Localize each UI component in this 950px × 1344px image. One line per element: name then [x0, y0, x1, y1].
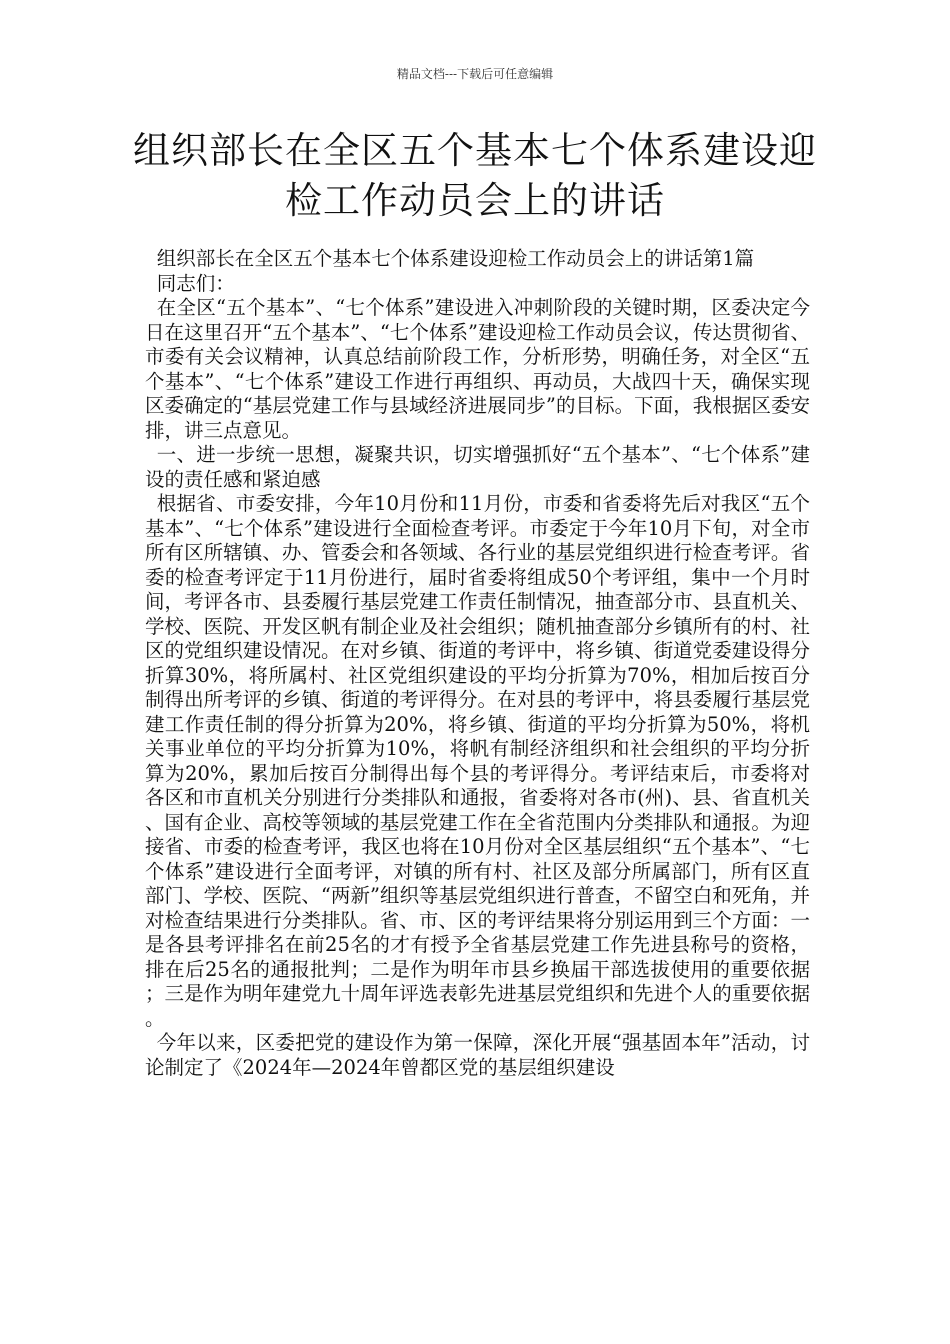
body-paragraph: 今年以来，区委把党的建设作为第一保障，深化开展“强基固本年”活动，讨论制定了《2024年—2024年曾都区党的基层组织建设	[145, 1031, 810, 1079]
salutation-paragraph: 同志们：	[156, 271, 235, 295]
section-heading-1: 一、进一步统一思想，凝聚共识，切实增强抓好“五个基本”、“七个体系”建设的责任感和紧迫感	[145, 443, 810, 491]
document-title	[120, 126, 830, 226]
intro-paragraph: 在全区“五个基本”、“七个体系”建设进入冲刺阶段的关键时期，区委决定今日在这里召开“五个基本”、“七个体系”建设迎检工作动员会议，传达贯彻省、市委有关会议精神，认真总结前阶段工作，分析形势，明确任务，对全区“五个基本”、“七个体系”建设工作进行再组织、再动员，大战四十天，确保实现区委确定的“基层党建工作与县域经济进展同步”的目标。下面，我根据区委安排，讲三点意见。	[145, 296, 810, 442]
document-body	[145, 247, 810, 1080]
subtitle-paragraph: 组织部长在全区五个基本七个体系建设迎检工作动员会上的讲话第1篇	[156, 247, 755, 270]
body-paragraph: 根据省、市委安排，今年10月份和11月份，市委和省委将先后对我区“五个基本”、“七个体系”建设进行全面检查考评。市委定于今年10月下旬，对全市所有区所辖镇、办、管委会和各领域、各行业的基层党组织进行检查考评。省委的检查考评定于11月份进行，届时省委将组成50个考评组，集中一个月时间，考评各市、县委履行基层党建工作责任制情况，抽查部分市、县直机关、学校、医院、开发区帆有制企业及社会组织；随机抽查部分乡镇所有的村、社区的党组织建设情况。在对乡镇、街道的考评中，将乡镇、街道党委建设得分折算30%，将所属村、社区党组织建设的平均分折算为70%，相加后按百分制得出所考评的乡镇、街道的考评得分。在对县的考评中，将县委履行基层党建工作责任制的得分折算为20%，将乡镇、街道的平均分折算为50%，将机关事业单位的平均分折算为10%，将帆有制经济组织和社会组织的平均分折算为20%，累加后按百分制得出每个县的考评得分。考评结束后，市委将对各区和市直机关分别进行分类排队和通报，省委将对各市(州)、县、省直机关、国有企业、高校等领域的基层党建工作在全省范围内分类排队和通报。为迎接省、市委的检查考评，我区也将在10月份对全区基层组织“五个基本”、“七个体系”建设进行全面考评，对镇的所有村、社区及部分所属部门，所有区直部门、学校、医院、“两新”组织等基层党组织进行普查，不留空白和死角，并对检查结果进行分类排队。省、市、区的考评结果将分别运用到三个方面：一是各县考评排名在前25名的才有授予全省基层党建工作先进县称号的资格，排在后25名的通报批判；二是作为明年市县乡换届干部选拔使用的重要依据；三是作为明年建党九十周年评选表彰先进基层党组织和先进个人的重要依据。	[145, 492, 810, 1030]
title-line-1: 组织部长在全区五个基本七个体系建设迎	[133, 129, 817, 172]
header-note: 精品文档---下载后可任意编辑	[396, 67, 554, 81]
title-line-2: 检工作动员会上的讲话	[285, 179, 665, 222]
